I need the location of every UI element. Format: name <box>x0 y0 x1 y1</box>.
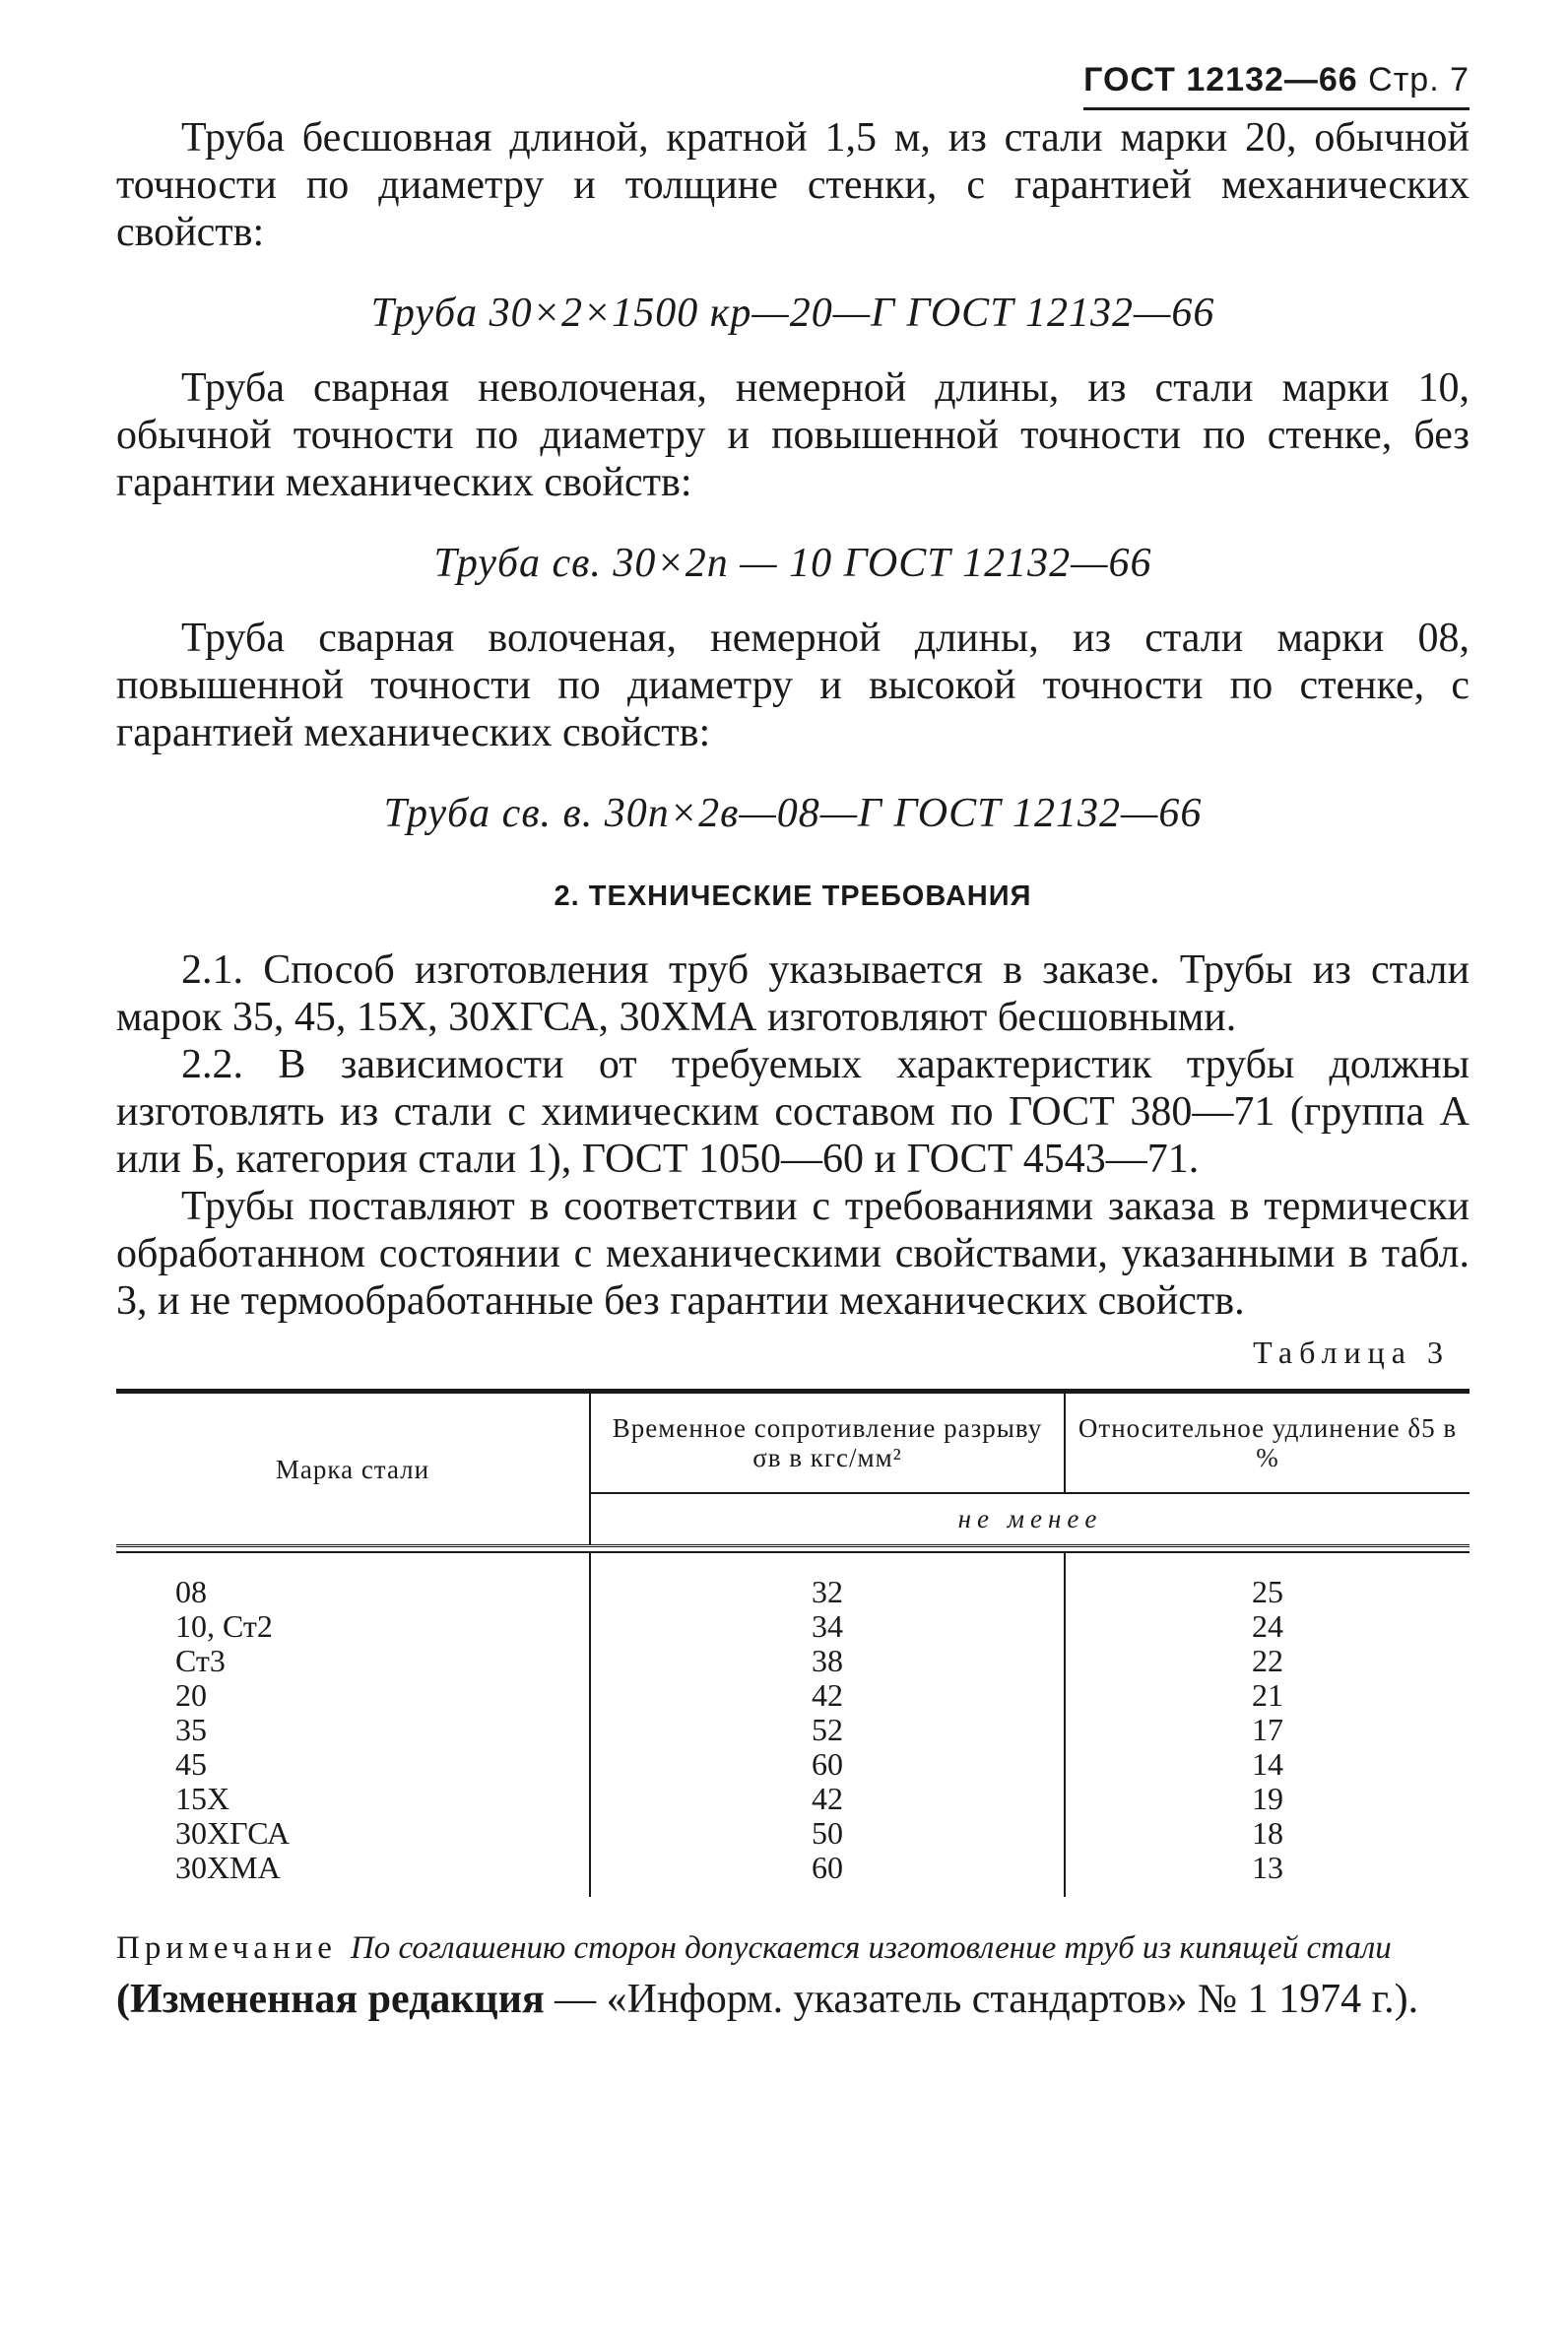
strength-cell: 34 <box>590 1609 1065 1644</box>
amendment-rest: — «Информ. указатель стандартов» № 1 1974 г.). <box>544 1977 1419 2022</box>
amendment-bold: (Измененная редакция <box>116 1977 545 2022</box>
table-row <box>116 1782 1470 1816</box>
grade-cell: 35 <box>116 1713 590 1747</box>
section-title: 2. ТЕХНИЧЕСКИЕ ТРЕБОВАНИЯ <box>554 880 1032 912</box>
strength-cell: 38 <box>590 1644 1065 1678</box>
header-grade: Марка стали <box>116 1394 590 1546</box>
grade-cell: 45 <box>116 1747 590 1782</box>
strength-cell: 60 <box>590 1747 1065 1782</box>
page-body <box>116 59 1470 2023</box>
grade-cell: 08 <box>116 1552 590 1609</box>
table-row <box>116 1644 1470 1678</box>
designation-2: Труба св. 30×2п — 10 ГОСТ 12132—66 <box>433 541 1152 586</box>
elongation-cell: 25 <box>1252 1574 1283 1609</box>
table-row <box>116 1678 1470 1713</box>
elongation-cell: 22 <box>1252 1643 1283 1678</box>
strength-cell: 42 <box>590 1782 1065 1816</box>
grade-cell: 30ХГСА <box>116 1816 590 1851</box>
elongation-cell: 13 <box>1252 1850 1283 1885</box>
header-elongation: Относительное удлинение δ5 в % <box>1078 1413 1458 1472</box>
note-label: Примечание <box>116 1930 337 1966</box>
table-row <box>116 1609 1470 1644</box>
header-strength: Временное сопротивление разрыву σв в кгс/мм² <box>590 1394 1065 1493</box>
table-note <box>116 1930 1470 1966</box>
elongation-cell: 19 <box>1252 1781 1283 1816</box>
gost-code: ГОСТ 12132—66 <box>1083 61 1358 98</box>
elongation-cell: 24 <box>1252 1608 1283 1644</box>
example-text-2: Труба сварная неволоченая, немерной длины, из стали марки 10, обычной точности по диаметру и повышенной точности по стенке, без гарантии механических свойств: <box>116 365 1470 505</box>
elongation-cell: 17 <box>1252 1712 1283 1747</box>
grade-cell: 15Х <box>116 1782 590 1816</box>
header-min-label: не менее <box>590 1493 1470 1546</box>
mechanical-properties-table <box>116 1389 1470 1897</box>
grade-cell: Ст3 <box>116 1644 590 1678</box>
table-caption: Таблица 3 <box>1253 1335 1450 1370</box>
grade-cell: 30ХМА <box>116 1851 590 1897</box>
clause-2-2-continued: Трубы поставляют в соответствии с требованиями заказа в термически обработанном состоянии с механическими свойствами, указанными в табл. 3, и не термообработанные без гарантии механических свойств. <box>116 1184 1470 1324</box>
strength-cell: 32 <box>590 1552 1065 1609</box>
table-row <box>116 1747 1470 1782</box>
grade-cell: 20 <box>116 1678 590 1713</box>
elongation-cell: 21 <box>1252 1677 1283 1713</box>
table-body <box>116 1552 1470 1897</box>
strength-cell: 42 <box>590 1678 1065 1713</box>
elongation-cell: 14 <box>1252 1746 1283 1782</box>
clause-2-1: 2.1. Способ изготовления труб указывается в заказе. Трубы из стали марок 35, 45, 15Х, 30ХГСА, 30ХМА изготовляют бесшовными. <box>116 947 1470 1040</box>
designation-1: Труба 30×2×1500 кр—20—Г ГОСТ 12132—66 <box>370 291 1215 336</box>
table-row <box>116 1552 1470 1609</box>
strength-cell: 52 <box>590 1713 1065 1747</box>
note-text: По соглашению сторон допускается изготовление труб из кипящей стали <box>350 1930 1392 1966</box>
clause-2-2: 2.2. В зависимости от требуемых характеристик трубы должны изготовлять из стали с химическим составом по ГОСТ 380—71 (группа А или Б, категория стали 1), ГОСТ 1050—60 и ГОСТ 4543—71. <box>116 1042 1470 1182</box>
designation-3: Труба св. в. 30п×2в—08—Г ГОСТ 12132—66 <box>383 791 1203 836</box>
table-row <box>116 1851 1470 1897</box>
strength-cell: 60 <box>590 1851 1065 1897</box>
strength-cell: 50 <box>590 1816 1065 1851</box>
amendment-note <box>116 1976 1470 2023</box>
grade-cell: 10, Ст2 <box>116 1609 590 1644</box>
table-row <box>116 1816 1470 1851</box>
page-number: Стр. 7 <box>1368 61 1470 98</box>
example-text-3: Труба сварная волоченая, немерной длины, из стали марки 08, повышенной точности по диаметру и высокой точности по стенке, с гарантией механических свойств: <box>116 616 1470 755</box>
table-row <box>116 1713 1470 1747</box>
elongation-cell: 18 <box>1252 1815 1283 1851</box>
example-text-1: Труба бесшовная длиной, кратной 1,5 м, из стали марки 20, обычной точности по диаметру и толщине стенки, с гарантией механических свойств: <box>116 115 1470 255</box>
